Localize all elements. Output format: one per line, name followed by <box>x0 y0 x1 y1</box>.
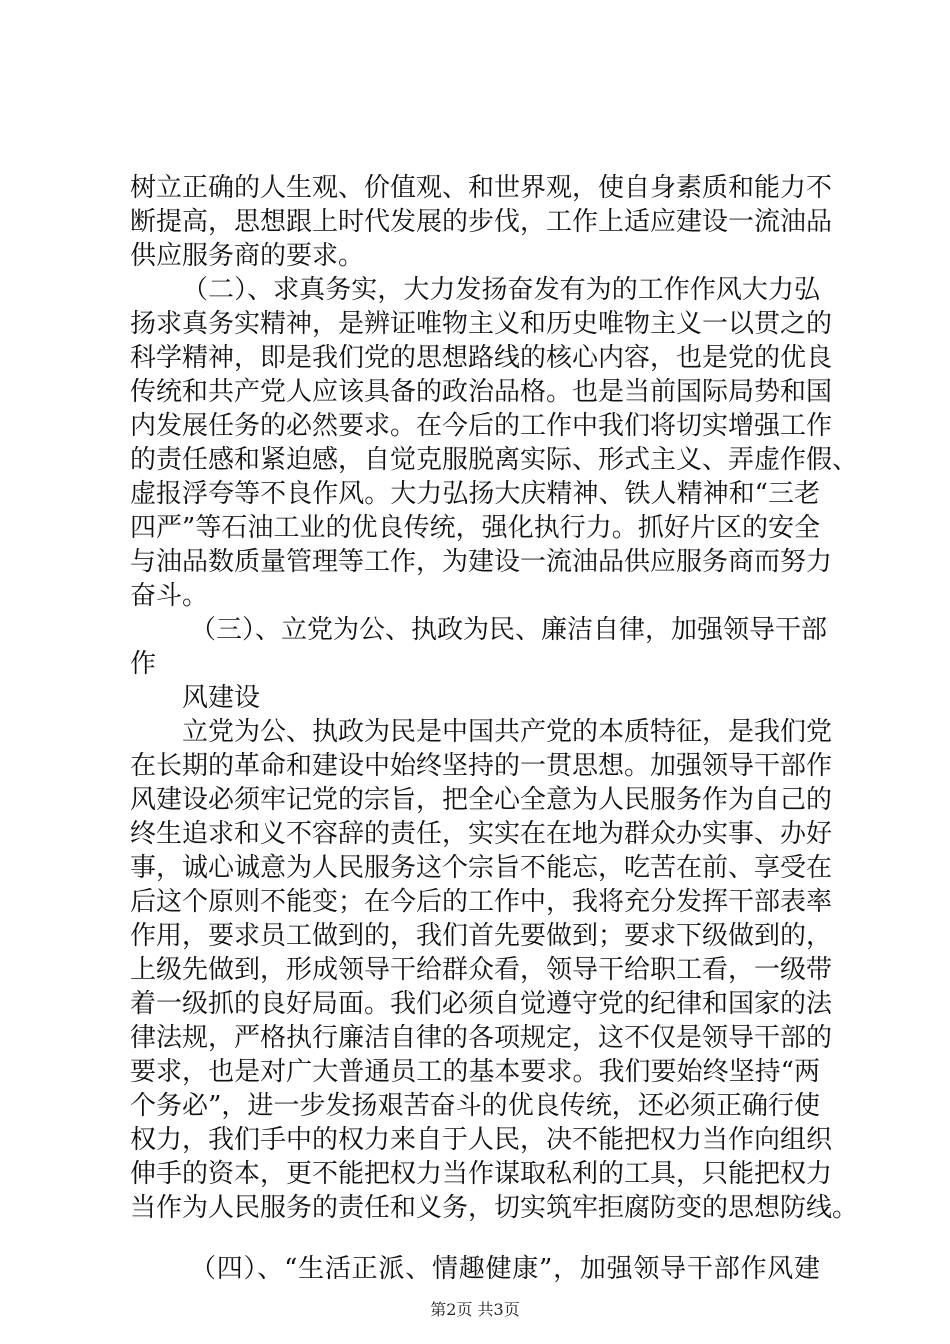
section-heading: （三）、立党为公、执政为民、廉洁自律，加强领导干部 <box>190 615 828 645</box>
text-line: 与油品数质量管理等工作，为建设一流油品供应服务商而努力 <box>130 547 833 577</box>
text-line: 作用，要求员工做到的，我们首先要做到；要求下级做到的， <box>130 921 833 951</box>
text-line: 在长期的革命和建设中始终坚持的一贯思想。加强领导干部作 <box>130 751 833 781</box>
text-line: 上级先做到，形成领导干给群众看，领导干给职工看，一级带 <box>130 955 833 985</box>
text-line: 终生追求和义不容辞的责任，实实在在地为群众办实事、办好 <box>130 819 833 849</box>
text-line: 树立正确的人生观、价值观、和世界观，使自身素质和能力不 <box>130 173 833 203</box>
text-line: 传统和共产党人应该具备的政治品格。也是当前国际局势和国 <box>130 377 833 407</box>
text-line: 着一级抓的良好局面。我们必须自觉遵守党的纪律和国家的法 <box>130 989 833 1019</box>
text-line: 供应服务商的要求。 <box>130 241 365 271</box>
text-line: 断提高，思想跟上时代发展的步伐，工作上适应建设一流油品 <box>130 207 833 237</box>
text-line: 当作为人民服务的责任和义务，切实筑牢拒腐防变的思想防线。 <box>130 1193 859 1223</box>
text-line: 的责任感和紧迫感，自觉克服脱离实际、形式主义、弄虚作假、 <box>130 445 859 475</box>
text-line: 扬求真务实精神，是辨证唯物主义和历史唯物主义一以贯之的 <box>130 309 833 339</box>
text-line: 权力，我们手中的权力来自于人民，决不能把权力当作向组织 <box>130 1125 833 1155</box>
text-line: 风建设 <box>182 683 261 713</box>
text-line: 后这个原则不能变；在今后的工作中，我将充分发挥干部表率 <box>130 887 833 917</box>
text-line: 四严”等石油工业的优良传统，强化执行力。抓好片区的安全 <box>130 513 820 543</box>
section-heading: （四）、“生活正派、情趣健康”，加强领导干部作风建 <box>190 1254 820 1284</box>
text-line: 事，诚心诚意为人民服务这个宗旨不能忘，吃苦在前、享受在 <box>130 853 833 883</box>
text-line: 律法规，严格执行廉洁自律的各项规定，这不仅是领导干部的 <box>130 1023 833 1053</box>
text-line: （二）、求真务实，大力发扬奋发有为的工作作风大力弘 <box>182 275 820 305</box>
text-line: 奋斗。 <box>130 581 209 611</box>
text-line: 个务必”，进一步发扬艰苦奋斗的优良传统，还必须正确行使 <box>130 1091 820 1121</box>
text-line: 科学精神，即是我们党的思想路线的核心内容，也是党的优良 <box>130 343 833 373</box>
text-line: 风建设必须牢记党的宗旨，把全心全意为人民服务作为自己的 <box>130 785 833 815</box>
text-line: 作 <box>130 649 157 679</box>
text-line: 伸手的资本，更不能把权力当作谋取私利的工具，只能把权力 <box>130 1159 833 1189</box>
text-line: 内发展任务的必然要求。在今后的工作中我们将切实增强工作 <box>130 411 833 441</box>
text-line: 立党为公、执政为民是中国共产党的本质特征，是我们党 <box>182 717 833 747</box>
text-line: 虚报浮夸等不良作风。大力弘扬大庆精神、铁人精神和“三老 <box>130 479 820 509</box>
page-footer: 第2页 共3页 <box>430 1300 520 1319</box>
text-line: 要求，也是对广大普通员工的基本要求。我们要始终坚持“两 <box>130 1057 820 1087</box>
